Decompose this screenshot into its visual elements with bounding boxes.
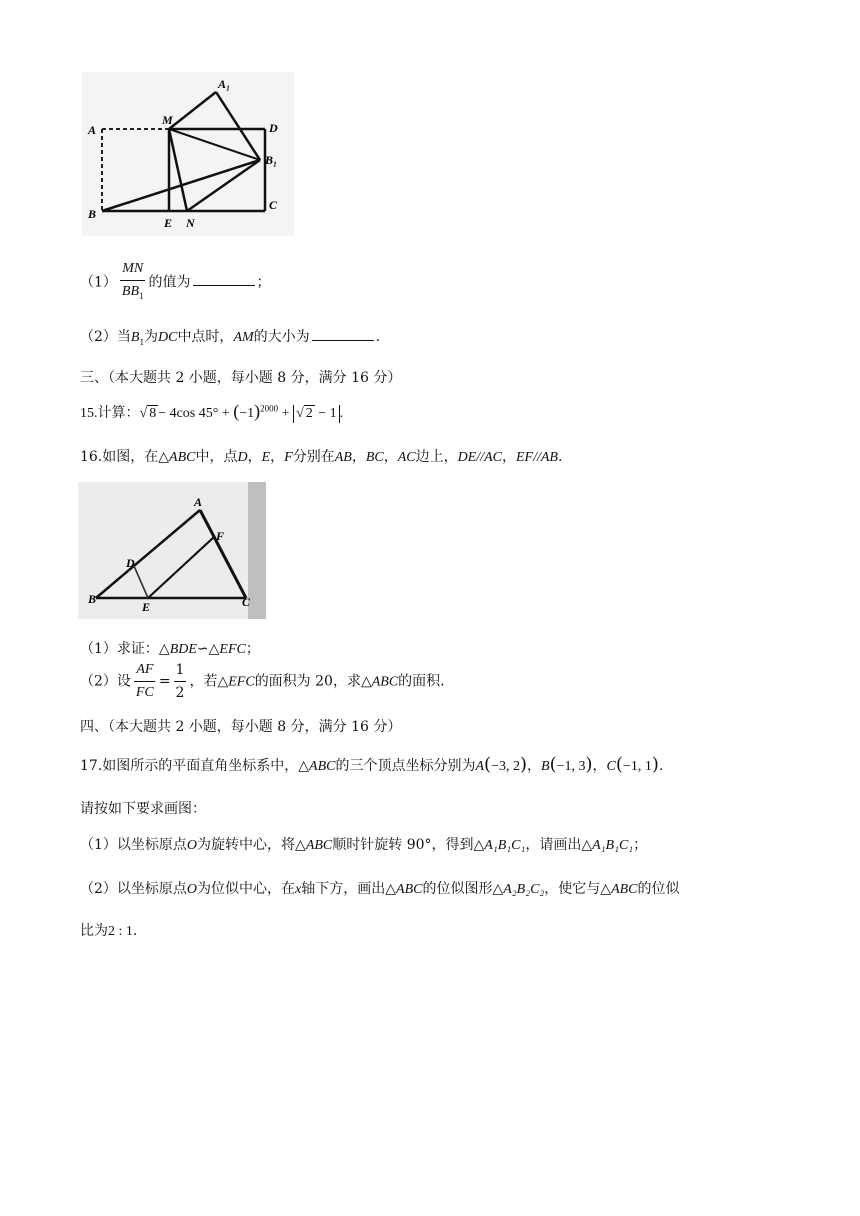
- q16-frac-half: $\frac{1}{2}$: [175, 662, 185, 701]
- fig1-label-E: E: [164, 216, 173, 230]
- answer-blank-2[interactable]: [312, 328, 374, 341]
- q15-abs: √ 2 − 1: [293, 405, 340, 423]
- q17-part2: （2）以坐标原点O为位似中心，在x轴下方，画出△ABC的位似图形△A₂B₂C₂，使它与△ABC的位似: [80, 881, 680, 897]
- q14-p2-end: .: [375, 329, 381, 345]
- figure-triangle: [78, 482, 266, 619]
- section-3-heading: 三、（本大题共 2 小题，每小题 8 分，满分 16 分）: [80, 370, 402, 386]
- q17-line1: 17.如图所示的平面直角坐标系中，△ABC的三个顶点坐标分别为A(−3, 2)，B(−1, 3)，C(−1, 1).: [80, 754, 664, 775]
- q14-p2-label: （2）当: [80, 329, 131, 345]
- q14-p1-text: 的值为: [148, 274, 191, 291]
- q14-frac-num: MN: [120, 259, 145, 281]
- q16-part2: （2）设 $\frac{AF}{FC}$ = $\frac{1}{2}$ ，若△EFC的面积为 20，求△ABC的面积.: [80, 662, 445, 701]
- fig1-label-N: N: [186, 216, 195, 230]
- fig1-label-C: C: [269, 198, 278, 212]
- fig2-label-C: C: [242, 595, 251, 609]
- section-4-heading: 四、（本大题共 2 小题，每小题 8 分，满分 16 分）: [80, 719, 402, 735]
- figure-rectangle-fold: [82, 72, 294, 236]
- fig1-label-A: A: [88, 123, 97, 137]
- q14-frac-den: $BB_1$: [121, 284, 144, 301]
- q16-stem: 16.如图，在△ABC中，点D，E，F分别在AB，BC，AC边上，DE//AC，EF//AB.: [80, 449, 563, 465]
- q15-plus: +: [278, 406, 294, 421]
- q17-line2: 请按如下要求画图：: [80, 801, 206, 817]
- q15-prefix: 15.计算：: [80, 406, 140, 421]
- q14-part1: [80, 259, 271, 306]
- fig2-label-A: A: [194, 495, 203, 509]
- q14-p1-label: （1）: [80, 274, 117, 291]
- sqrt-8: √ 8: [139, 406, 157, 421]
- q15-end: .: [339, 406, 344, 421]
- fig1-label-A1: A₁: [218, 77, 231, 91]
- q14-p2-mid2: 中点时，: [177, 329, 234, 345]
- q14-p1-end: ；: [256, 274, 271, 291]
- answer-blank-1[interactable]: [193, 273, 255, 286]
- q14-fraction: [120, 259, 146, 306]
- fig2-label-F: F: [216, 529, 225, 543]
- fig2-label-B: B: [88, 592, 97, 606]
- q15-exponent: 2000: [260, 403, 279, 414]
- q15: 15.计算：√ 8 − 4cos $45^\circ + (-1)^{2000}$ + √ 2 − 1 .: [80, 401, 344, 421]
- q16-frac-af-fc: $\frac{AF}{FC}$: [135, 662, 154, 700]
- fig1-label-M: M: [162, 113, 173, 127]
- q17-part1: （1）以坐标原点O为旋转中心，将△ABC顺时针旋转 90°，得到△A₁B₁C₁，请画出△A₁B₁C₁；: [80, 837, 648, 853]
- q15-neg1: −1: [239, 406, 255, 421]
- fig1-label-B1: B₁: [265, 153, 278, 167]
- q14-am: AM: [233, 330, 254, 345]
- fig2-label-E: E: [142, 600, 151, 614]
- q14-p2-mid: 为: [143, 329, 158, 345]
- q16-similarity: △BDE∽△EFC: [158, 642, 246, 657]
- fig1-label-B: B: [88, 207, 97, 221]
- fig1-label-D: D: [269, 121, 278, 135]
- q14-b1: $B_1$: [130, 330, 144, 347]
- q14-p2-text: 的大小为: [253, 329, 310, 345]
- fig2-label-D: D: [126, 556, 135, 570]
- q14-dc: DC: [157, 330, 178, 345]
- q17-part2-line2: 比为2 : 1.: [80, 923, 138, 939]
- q14-part2: [80, 326, 380, 347]
- q15-cos-term: − 4cos 45° +: [158, 406, 234, 421]
- q16-part1: （1）求证：△BDE∽△EFC；: [80, 641, 260, 657]
